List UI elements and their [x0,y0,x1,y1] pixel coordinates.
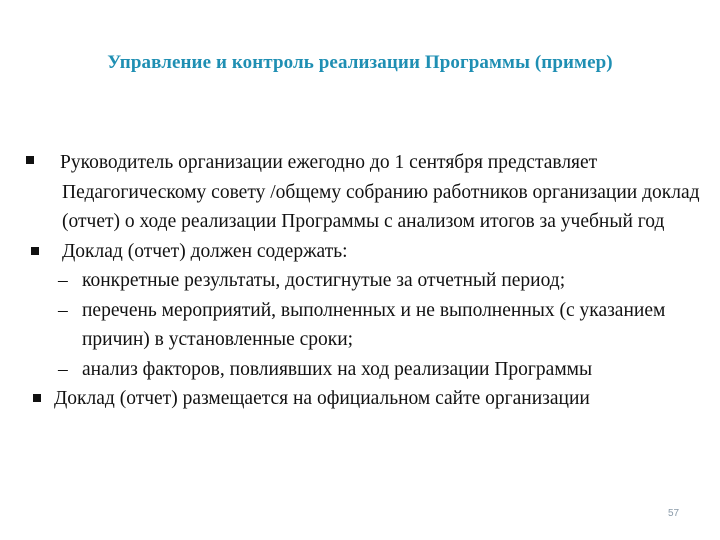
bullet-text: Руководитель организации ежегодно до 1 сентября представляет Педагогическому совету /общему собранию работников организации доклад (отчет) о ходе реализации Программы с анализом итогов за учебный год [60,152,700,232]
bullet-text: Доклад (отчет) размещается на официальном сайте организации [54,388,590,409]
sub-item-text: анализ факторов, повлиявших на ход реализации Программы [82,358,593,380]
square-bullet-icon [26,156,34,164]
sub-item-text: конкретные результаты, достигнутые за отчетный период; [82,270,566,291]
sub-item-text: перечень мероприятий, выполненных и не выполненных (с указанием причин) в установленные сроки; [82,299,666,350]
sub-list-item [0,355,720,385]
bullet-list [0,148,720,414]
dash-bullet-icon: – [58,299,68,321]
square-bullet-icon [31,247,39,255]
slide-title: Управление и контроль реализации Программы (пример) [107,52,613,73]
dash-bullet-icon: – [58,270,68,291]
square-bullet-icon [33,394,41,402]
sub-list-item [0,296,720,355]
dash-bullet-icon: – [58,358,68,380]
bullet-item [0,384,720,414]
bullet-item [0,148,720,237]
bullet-text: Доклад (отчет) должен содержать: [62,240,348,262]
bullet-item [0,237,720,267]
page-number: 57 [668,508,680,519]
sub-list-item [0,266,720,296]
